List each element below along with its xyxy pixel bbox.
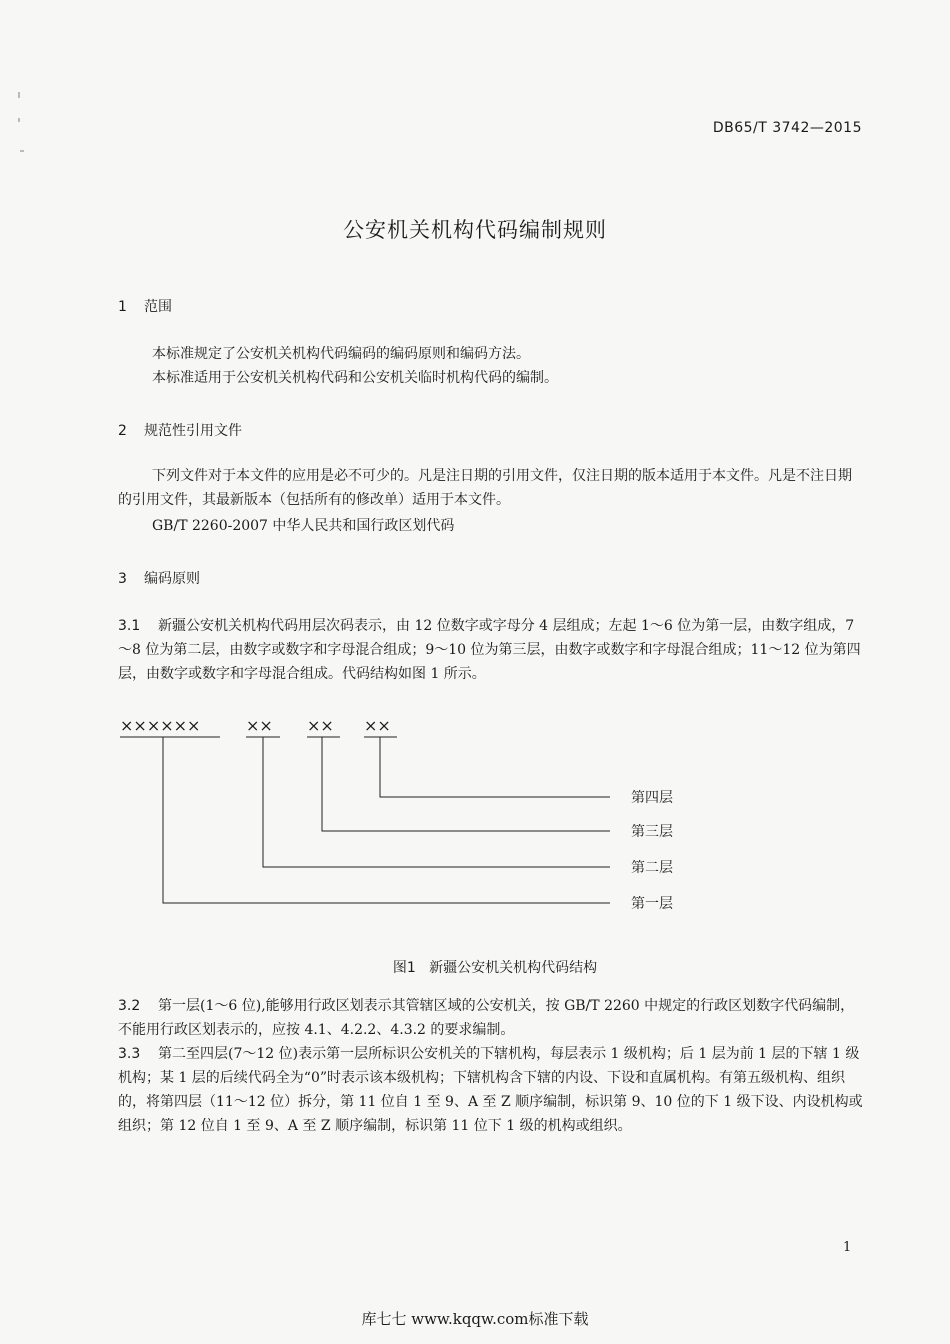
page-number: 1 (843, 1240, 852, 1255)
section-number: 2 (118, 423, 127, 439)
section-title: 编码原则 (144, 571, 200, 587)
scan-artifact (18, 118, 20, 122)
section-number: 1 (118, 299, 127, 315)
reference-item: GB/T 2260-2007 中华人民共和国行政区划代码 (152, 518, 455, 534)
figure-number: 图1 (392, 960, 416, 976)
clause-3-3 (118, 1042, 864, 1138)
clause-text: 新疆公安机关机构代码用层次码表示，由 12 位数字或字母分 4 层组成；左起 1～6 位为第一层，由数字组成，7～8 位为第二层，由数字或数字和字母混合组成；9～10 位为第三层，由数字或数字和字母混合组成；11～12 位为第四层，由数字或数字和字母混合组成。代码结构如图 1 所示。 (118, 618, 861, 682)
code-group-2: ×× (246, 716, 273, 735)
code-group-4: ×× (364, 716, 391, 735)
connector-level-3 (322, 737, 610, 831)
connector-level-2 (263, 737, 610, 867)
code-group-3: ×× (307, 716, 334, 735)
clause-text: 第一层(1～6 位),能够用行政区划表示其管辖区域的公安机关，按 GB/T 2260 中规定的行政区划数字代码编制，不能用行政区划表示的，应按 4.1、4.2.2、4.3.2 的要求编制。 (118, 998, 855, 1038)
section-title: 规范性引用文件 (144, 423, 242, 439)
code-group-1: ×××××× (120, 716, 201, 735)
scope-paragraph-1: 本标准规定了公安机关机构代码编码的编码原则和编码方法。 (152, 346, 530, 362)
clause-3-2 (118, 994, 864, 1042)
section-title: 范围 (144, 299, 172, 315)
level-label-3: 第三层 (631, 824, 673, 840)
document-id: DB65/T 3742—2015 (712, 120, 862, 136)
figure-caption (0, 957, 950, 977)
scan-artifact (18, 92, 20, 98)
level-label-4: 第四层 (631, 790, 673, 806)
connector-level-1 (163, 737, 610, 903)
clause-number: 3.2 (118, 998, 141, 1014)
clause-number: 3.3 (118, 1046, 141, 1062)
level-label-2: 第二层 (631, 860, 673, 876)
scan-artifact (20, 150, 24, 152)
connector-level-4 (380, 737, 610, 797)
clause-number: 3.1 (118, 618, 141, 634)
document-title: 公安机关机构代码编制规则 (343, 218, 607, 242)
footer-watermark: 库七七 www.kqqw.com标准下载 (361, 1310, 589, 1328)
section-number: 3 (118, 571, 127, 587)
figure-title: 新疆公安机关机构代码结构 (429, 960, 598, 976)
scope-paragraph-2: 本标准适用于公安机关机构代码和公安机关临时机构代码的编制。 (152, 370, 558, 386)
clause-text: 第二至四层(7～12 位)表示第一层所标识公安机关的下辖机构，每层表示 1 级机构；后 1 层为前 1 层的下辖 1 级机构；某 1 层的后续代码全为“0”时表示该本级机构；下辖机构含下辖的内设、下设和直属机构。有第五级机构、组织的，将第四层（11～12 位）拆分，第 11 位自 1 至 9、A 至 Z 顺序编制，标识第 9、10 位的下 1 级下设、内设机构或组织；第 12 位自 1 至 9、A 至 Z 顺序编制，标识第 11 位下 1 级的机构或组织。 (118, 1046, 863, 1134)
references-paragraph: 下列文件对于本文件的应用是必不可少的。凡是注日期的引用文件，仅注日期的版本适用于本文件。凡是不注日期的引用文件，其最新版本（包括所有的修改单）适用于本文件。 (118, 468, 852, 508)
level-label-1: 第一层 (631, 896, 673, 912)
